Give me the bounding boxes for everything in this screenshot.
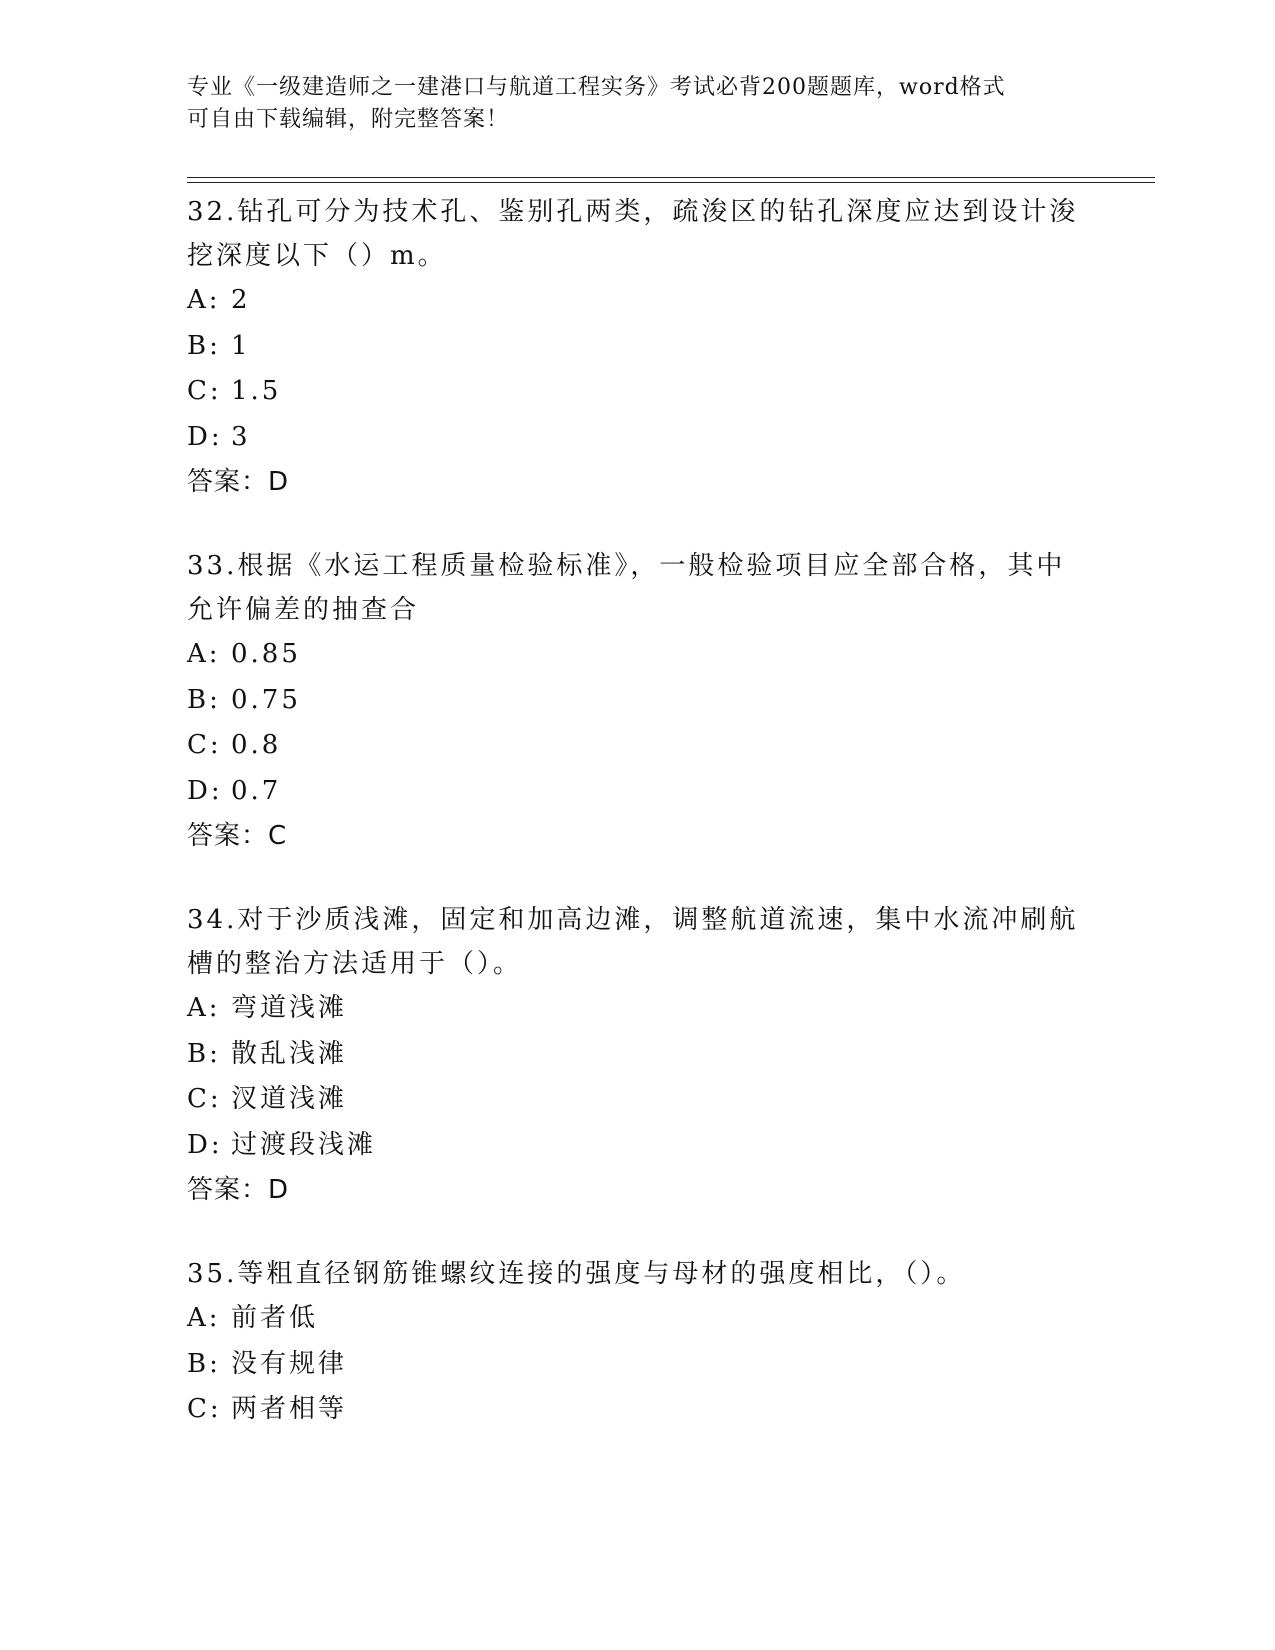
option-letter: A: bbox=[187, 639, 221, 669]
question-stem: 挖深度以下（）m。 bbox=[187, 241, 447, 271]
option-text: 3 bbox=[231, 421, 251, 452]
question-34 bbox=[187, 898, 1087, 1212]
question-stem: 34.对于沙质浅滩，固定和加高边滩，调整航道流速，集中水流冲刷航 bbox=[187, 905, 1079, 935]
option-a bbox=[187, 632, 1087, 678]
option-a bbox=[187, 986, 1087, 1032]
option-c bbox=[187, 369, 1087, 415]
question-33 bbox=[187, 544, 1087, 858]
answer-label: 答案：D bbox=[187, 467, 290, 497]
option-letter: C: bbox=[187, 1394, 222, 1424]
option-letter: D: bbox=[187, 1129, 223, 1160]
option-text: 2 bbox=[231, 285, 251, 315]
option-letter: C: bbox=[187, 376, 222, 406]
option-letter: A: bbox=[187, 993, 221, 1023]
option-letter: A: bbox=[187, 1303, 221, 1333]
option-c bbox=[187, 1077, 1087, 1123]
option-letter: C: bbox=[187, 1084, 222, 1114]
option-c bbox=[187, 1387, 1087, 1433]
option-text: 前者低 bbox=[231, 1303, 319, 1333]
option-text: 0.75 bbox=[231, 684, 301, 715]
header-divider-top bbox=[187, 177, 1155, 178]
question-stem: 32.钻孔可分为技术孔、鉴别孔两类，疏浚区的钻孔深度应达到设计浚 bbox=[187, 197, 1079, 227]
option-letter: B: bbox=[187, 684, 221, 715]
header-title-line-1: 专业《一级建造师之一建港口与航道工程实务》考试必背200题题库，word格式 bbox=[187, 75, 1006, 100]
option-text: 没有规律 bbox=[231, 1348, 348, 1379]
option-b bbox=[187, 678, 1087, 724]
option-text: 0.8 bbox=[231, 730, 282, 760]
option-a bbox=[187, 278, 1087, 324]
option-letter: D: bbox=[187, 775, 223, 806]
option-letter: D: bbox=[187, 421, 223, 452]
option-text: 两者相等 bbox=[231, 1394, 348, 1424]
option-text: 0.7 bbox=[231, 775, 282, 806]
answer-label: 答案：D bbox=[187, 1175, 290, 1205]
option-text: 0.85 bbox=[231, 639, 301, 669]
question-stem: 33.根据《水运工程质量检验标准》，一般检验项目应全部合格，其中 bbox=[187, 551, 1066, 581]
option-letter: B: bbox=[187, 1348, 221, 1379]
option-c bbox=[187, 723, 1087, 769]
option-b bbox=[187, 324, 1087, 370]
question-35 bbox=[187, 1252, 1087, 1433]
header-divider-bottom bbox=[187, 182, 1155, 183]
option-letter: A: bbox=[187, 285, 221, 315]
question-32 bbox=[187, 190, 1087, 504]
option-d bbox=[187, 1123, 1087, 1169]
option-text: 弯道浅滩 bbox=[231, 993, 348, 1023]
option-b bbox=[187, 1032, 1087, 1078]
option-letter: C: bbox=[187, 730, 222, 760]
option-letter: B: bbox=[187, 330, 221, 361]
option-text: 汊道浅滩 bbox=[231, 1084, 348, 1114]
document-header bbox=[187, 72, 1067, 136]
option-letter: B: bbox=[187, 1038, 221, 1069]
question-list bbox=[187, 190, 1087, 1473]
option-d bbox=[187, 769, 1087, 815]
option-text: 散乱浅滩 bbox=[231, 1038, 348, 1069]
question-stem: 槽的整治方法适用于（）。 bbox=[187, 949, 523, 979]
question-stem: 允许偏差的抽查合 bbox=[187, 595, 420, 625]
header-title-line-2: 可自由下载编辑，附完整答案！ bbox=[187, 107, 510, 132]
answer-label: 答案：C bbox=[187, 821, 288, 851]
option-text: 1.5 bbox=[231, 376, 282, 406]
question-stem: 35.等粗直径钢筋锥螺纹连接的强度与母材的强度相比，（）。 bbox=[187, 1259, 966, 1289]
option-text: 1 bbox=[231, 330, 251, 361]
option-d bbox=[187, 415, 1087, 461]
option-text: 过渡段浅滩 bbox=[231, 1129, 377, 1160]
option-a bbox=[187, 1296, 1087, 1342]
option-b bbox=[187, 1342, 1087, 1388]
